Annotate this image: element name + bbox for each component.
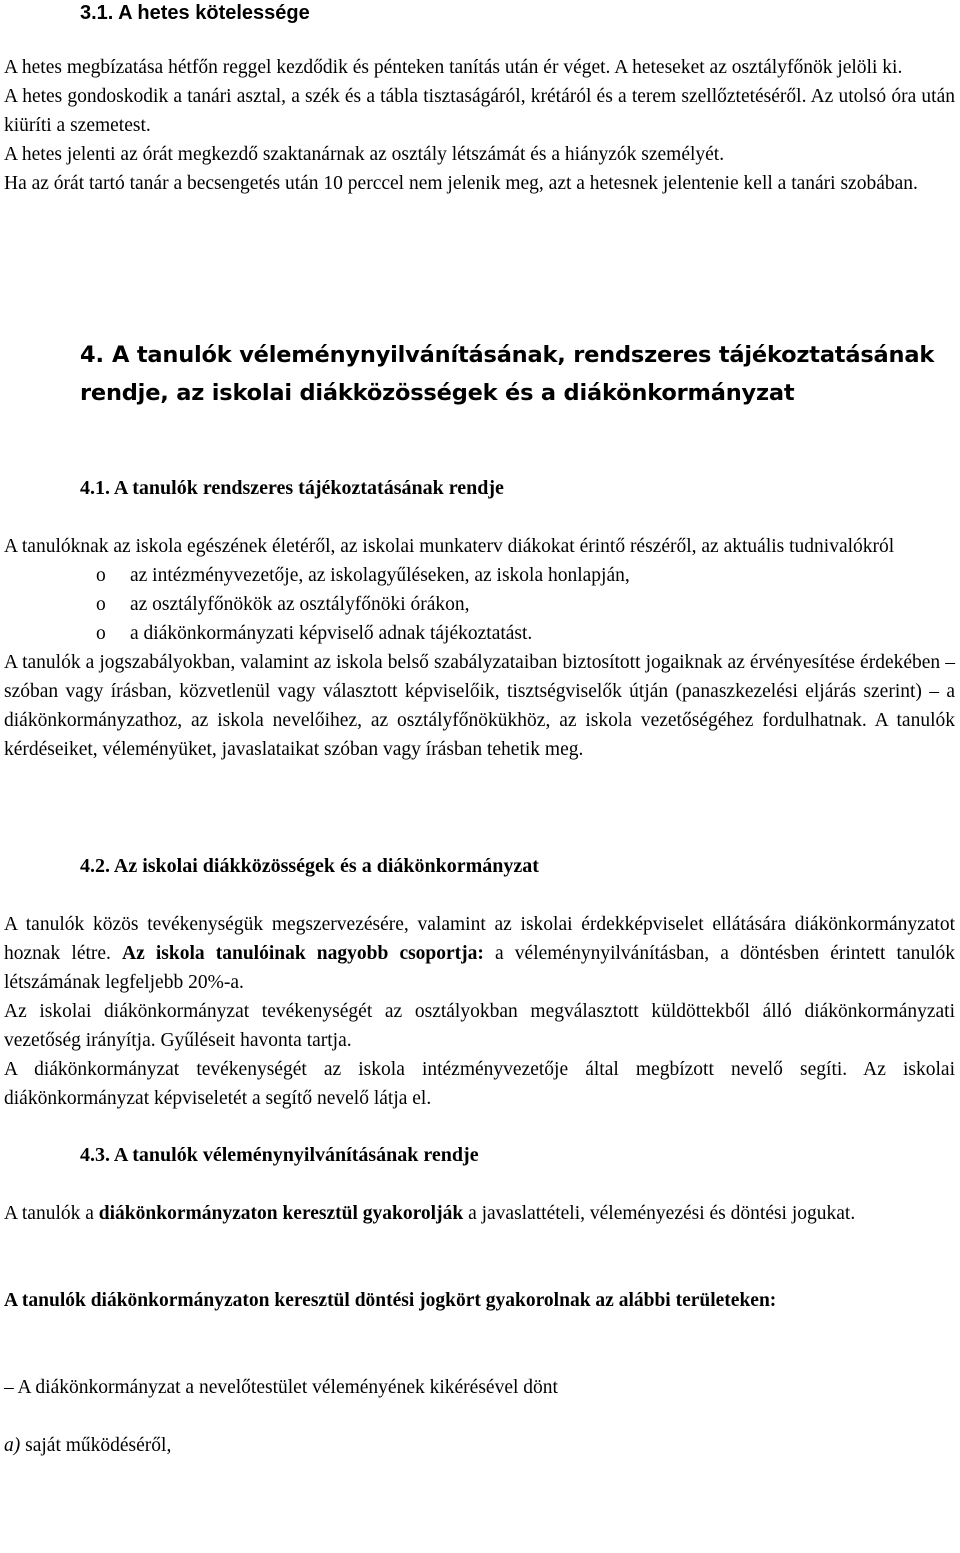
- bullet-marker: o: [96, 623, 106, 644]
- s43-p1: [4, 1199, 955, 1228]
- s31-line: A hetes megbízatása hétfőn reggel kezdődik és pénteken tanítás után ér véget. A heteseket az osztályfőnök jelöli ki.: [4, 57, 903, 78]
- s31-line: A hetes jelenti az órát megkezdő szaktanárnak az osztály létszámát és a hiányzók személyét.: [4, 144, 725, 165]
- s31-para-1: [4, 53, 955, 198]
- s42-p1-a: A tanulók közös tevékenységük megszervezésére, valamint az iskolai érdekképviselet ellátására diákönkormányzatot hoznak létre.: [4, 914, 955, 964]
- section-4-1-heading: 4.1. A tanulók rendszeres tájékoztatásának rendje: [80, 477, 504, 499]
- bullet-text: a diákönkormányzati képviselő adnak tájékoztatást.: [130, 623, 533, 644]
- list-text: saját működéséről,: [25, 1435, 172, 1456]
- bullet-item: [4, 561, 955, 590]
- section-4-2-heading: 4.2. Az iskolai diákközösségek és a diákönkormányzat: [80, 855, 539, 877]
- s41-body: [4, 532, 955, 764]
- section-4-3-heading: 4.3. A tanulók véleménynyilvánításának rendje: [80, 1144, 479, 1166]
- bullet-marker: o: [96, 565, 106, 586]
- s42-p1-bold: Az iskola tanulóinak nagyobb csoportja:: [122, 943, 484, 964]
- s43-para-4: [4, 1431, 955, 1460]
- s31-line: Ha az órát tartó tanár a becsengetés után 10 perccel nem jelenik meg, azt a hetesnek jelentenie kell a tanári szobában.: [4, 173, 918, 194]
- s43-p2-bold: A tanulók diákönkormányzaton keresztül döntési jogkört gyakorolnak az alábbi területeken:: [4, 1290, 777, 1311]
- section-4-title-line1: A tanulók véleménynyilvánításának, rendszeres tájékoztatásának: [112, 342, 935, 368]
- s42-para-2: Az iskolai diákönkormányzat tevékenységét az osztályokban megválasztott küldöttekből álló diákönkormányzati vezetőség irányítja. Gyűléseit havonta tartja.: [4, 1001, 955, 1051]
- s42-para-1: [4, 910, 955, 997]
- s43-p1-bold: diákönkormányzaton keresztül gyakorolják: [98, 1203, 464, 1224]
- section-4-heading: [80, 336, 950, 412]
- s43-para-2: [4, 1286, 955, 1315]
- s43-p2: [4, 1286, 955, 1315]
- bullet-item: [4, 590, 955, 619]
- section-4-number: 4.: [80, 342, 104, 368]
- section-3-1-heading: 3.1. A hetes kötelessége: [80, 2, 310, 24]
- bullet-text: az osztályfőnökök az osztályfőnöki órákon,: [130, 594, 470, 615]
- s43-para-3: [4, 1373, 955, 1402]
- s42-para-3: A diákönkormányzat tevékenységét az iskola intézményvezetője által megbízott nevelő segíti. Az iskolai diákönkormányzat képviseletét a segítő nevelő látja el.: [4, 1059, 955, 1109]
- s42-p1-b: a véleménynyilvánításban, a döntésben érintett tanulók létszámának legfeljebb 20%-a.: [4, 943, 956, 993]
- bullet-marker: o: [96, 594, 106, 615]
- bullet-text: az intézményvezetője, az iskolagyűléseken, az iskola honlapján,: [130, 565, 630, 586]
- s43-p4: [4, 1431, 955, 1460]
- s31-line: A hetes gondoskodik a tanári asztal, a szék és a tábla tisztaságáról, krétáról és a terem szellőztetéséről. Az utolsó óra után kiüríti a szemetest.: [4, 86, 955, 136]
- s43-p1-a: A tanulók a: [4, 1203, 94, 1224]
- s43-para-1: [4, 1199, 955, 1228]
- list-label: a): [4, 1435, 21, 1456]
- s43-p1-b: a javaslattételi, véleményezési és döntési jogukat.: [468, 1203, 856, 1224]
- section-4-title-line2: rendje, az iskolai diákközösségek és a diákönkormányzat: [80, 380, 795, 406]
- s42-body: [4, 910, 955, 1113]
- s41-para: A tanulók a jogszabályokban, valamint az iskola belső szabályzataiban biztosított jogaiknak az érvényesítése érdekében – szóban vagy írásban, közvetlenül vagy választott képviselőik, tisztségviselők útján (panaszkezelési eljárás szerint) – a diákönkormányzathoz, az iskola nevelőihez, az osztályfőnökükhöz, az iskola vezetőségéhez fordulhatnak. A tanulók kérdéseiket, véleményüket, javaslataikat szóban vagy írásban tehetik meg.: [4, 652, 955, 760]
- s41-intro: A tanulóknak az iskola egészének életéről, az iskolai munkaterv diákokat érintő részéről, az aktuális tudnivalókról: [4, 536, 895, 557]
- s43-p3: – A diákönkormányzat a nevelőtestület véleményének kikérésével dönt: [4, 1377, 558, 1398]
- bullet-item: [4, 619, 955, 648]
